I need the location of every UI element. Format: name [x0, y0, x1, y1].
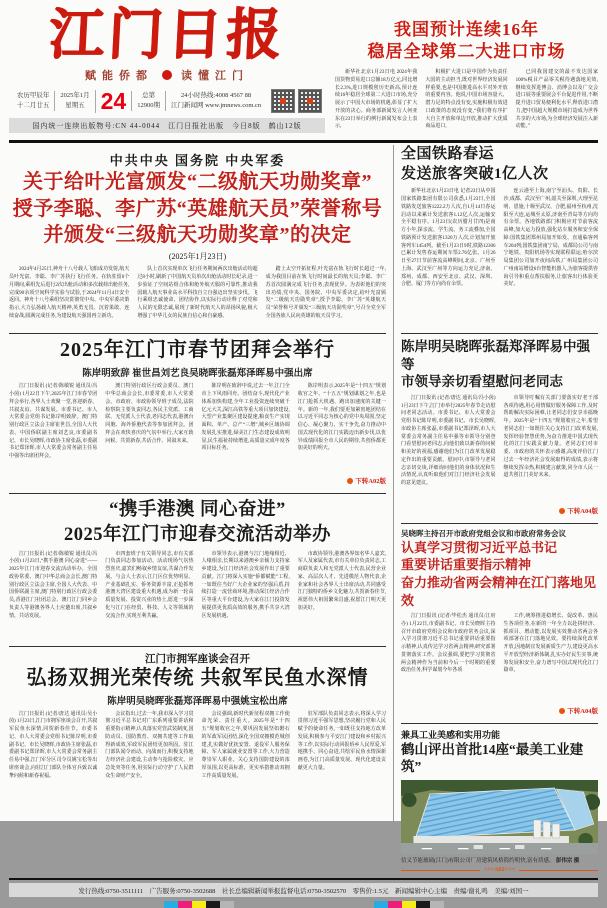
military-article — [9, 651, 386, 807]
hkmacao-headline-line1: “携手港澳 同心奋进” — [109, 500, 286, 521]
footer-divider — [9, 878, 598, 880]
lunar-date: 农历甲辰年 十二月廿五 — [16, 92, 50, 110]
day-number: 24 — [95, 90, 132, 113]
reunion-headline: 2025年江门市春节团拜会举行 — [60, 339, 335, 362]
hkmacao-body — [9, 551, 386, 641]
heshan-kicker: 兼具工业美感和实用功能 — [401, 730, 501, 741]
military-body — [9, 711, 386, 807]
body-column: 陈岸明在致辞中说,过去一年,江门全市上下风雨同舟、团结奋斗,现代化产业体系加快构建,全年工业投资连续突破千亿元大关,深江高铁等重大项目加快建设,大型产业集聚区建设提速,粮食生产实现面积、单产、总产“三增”,城乡区域协调发展扎实推进,绿美江门生态建设成效明显,民生福祉持续增进,高质量完成年度各项目标任务。 — [201, 384, 290, 452]
jump-circle-icon — [559, 708, 565, 714]
heshan-article — [401, 728, 598, 873]
import-body — [335, 69, 598, 129]
lead-headline-line3: 并颁发“三级航天功勋奖章”的决定 — [43, 224, 352, 247]
railway-headline-line1: 全国铁路春运 — [401, 146, 495, 163]
heshan-jump-line — [401, 867, 598, 873]
qr-code-icon — [271, 89, 295, 113]
body-column: 驻军部队负责同志表示,将深入学习贯彻习近平强军思想,坚决履行党和人民赋予的使命任务,一如既往支持地方改革发展,积极参与平安江门建设和乡村振兴等工作,以实际行动回报侨乡人民厚爱,军地携手、同心奋进,共绘军民鱼水情深新画卷,为江门高质量发展、现代化建设贡献更大力量。 — [297, 711, 386, 771]
masthead-divider — [9, 140, 598, 143]
body-column: 江门日报讯 (记者/陈敏锐 通讯员/冯小茵) 1月23日,“携手港澳 同心奋进”——2025年江门市迎春交流活动举办。全国政协常委、澳门中华总商会会长,澳门特别行政区立法会主席,全国人大代表、中国侨联副主席,澳门特别行政区行政会委员,香港江门社团总会、澳门江门同乡会负责人等港澳各界人士应邀出席,共叙乡情、共话发展。 — [9, 551, 98, 619]
paper-title: 江门日报 — [47, 4, 287, 65]
body-column: 工作,统筹推进稳增长、促改革、惠民生各项任务,在新的一年全力以赴拼经济、抓项目、增动能,以发展实效推动省两会各项部署在江门落地见效。要持续深化改革开放,因地制宜发展新质生产力,建设更高水平开放型经济新体制,扎实办好民生实事,统筹发展和安全,奋力谱写中国式现代化江门篇章。 — [503, 614, 598, 674]
hk-macao-article — [9, 498, 386, 640]
gov-meeting-article — [401, 528, 598, 718]
article-divider — [401, 333, 598, 334]
body-column: 市领导表示,港澳与江门地缘相近、人缘相亲,长期以来港澳乡亲倾力支持家乡建设,为江门经济社会发展作出了重要贡献。江门将深入实施“侨都赋能”工程,一如既往当好广大企业家的坚强后盾,持续打造一流营商环境,推动深江经济合作区等重大平台建设,为大家在江门投资发展提供更优质高效的服务,携手共享大湾区发展机遇。 — [201, 551, 290, 619]
lead-body — [9, 266, 386, 328]
railway-headline-line2: 发送旅客突破1亿人次 — [401, 165, 549, 182]
lead-kicker: 中共中央 国务院 中央军委 — [109, 153, 286, 169]
body-column: 澳门特别行政区行政会委员、澳门中华总商会会长,市委常委,市人大常委会、市政府、市政协领导班子成员,法院检察院主要负责同志,各民主党派、工商联、无党派人士代表,老同志代表,港澳台同胞、海外侨胞代表等参加团拜会。团拜会在欢快喜庆的气氛中举行,大家互致问候、共贺新春,共话合作、同叙未来。 — [105, 384, 194, 444]
article-divider — [401, 723, 598, 724]
print-registration-bars — [9, 901, 598, 908]
reunion-article — [9, 338, 386, 488]
gregorian-date: 2025年1月 星期五 — [54, 91, 94, 111]
body-column: 市政协领导,港澳各界知名华人嘉宾,军人及家属代表,市有关单位负责同志,工商联负责人和无党派人士代表,民营企业家、高层次人才、先进模范人物代表,企业家和社会各界人士出席活动,共同感受江门独特的侨乡文化魅力,共贺新春佳节,祝愿伟大祖国繁荣昌盛,祝愿江门明天更加美好。 — [297, 551, 386, 611]
hotline-website: 24小时热线:4008 4567 88 江门新闻网 www.jmnews.com.cn — [165, 91, 266, 111]
veterans-headline-line2: 市领导亲切看望慰问老同志 — [401, 374, 563, 390]
gov-headline-line2: 重要讲话重要指示精神 — [401, 557, 532, 573]
jump-circle-icon — [347, 478, 353, 484]
jump-to-page: 下转A02版 — [347, 478, 386, 485]
main-content — [9, 145, 598, 873]
military-headline: 弘扬双拥光荣传统 共叙军民鱼水深情 — [26, 666, 369, 689]
motto-right: 读懂江门 — [181, 70, 249, 83]
motto-seal-icon — [162, 70, 172, 80]
article-divider — [9, 646, 386, 647]
jump-line — [401, 500, 598, 518]
body-column: 市四套班子有关领导同志,市有关部门负责同志参加活动。活动现场气氛热烈喜庆,嘉宾们畅叙乡情友谊,共谋合作发展。与会人士表示,江门区位优势明显、产业基础扎实、侨务资源丰富,正抢抓粤港澳大湾区建设重大机遇,成为新一轮高质量发展、投资兴业的热土,愿进一步深化与江门在经贸、科技、人文等领域的交流合作,实现互利共赢。 — [105, 551, 194, 619]
date-info-bar — [9, 89, 325, 113]
body-column: 陈岸明表示,2025年是“十四五”规划收官之年、“十五五”规划谋划之年,也是江门抢抓大机遇、跑出加速度的关键一年。新的一年,我们要更加紧密地团结在以习近平同志为核心的党中央周围,坚定信心、凝心聚力、实干争先,奋力推动中国式现代化的江门实践迈出新步伐,以优异成绩回报全市人民的期待,共创侨都更加美好的明天。 — [297, 384, 386, 452]
body-column: 会议强调,新时代新征程双拥工作使命光荣、责任重大。2025年是“十四五”规划收官之年,要巩固发展坚如磐石的军政军民团结,深化全国双拥模范城创建,扎实做好优抚安置、退役军人服务保障、军人家属就业安置等工作,大力营造尊崇军人职业、关心支持国防建设的浓厚氛围,以更高标准、更实举措推动双拥工作高质量发展。 — [201, 711, 290, 779]
import-market-article — [325, 6, 598, 133]
veterans-body — [401, 395, 598, 499]
gov-meeting-kicker: 吴晓晖主持召开市政府党组会议和市政府常务会议 — [401, 528, 566, 538]
body-column: 队上首次实现单次飞行任务期间两次出舱活动均超过8小时,刷新了中国航天员单次出舱活动时长纪录,进一步验证了空间站组合体和舱外航天服的可靠性,推动我国载人航天事业高水平科技自立自强迈出坚实步伐。飞行乘组忠诚使命、团结协作,以实际行动诠释了对党和人民的无限忠诚,展现了新时代航天人的昂扬风貌,极大增强了中华儿女的民族自信心和自豪感。 — [137, 267, 258, 319]
jump-circle-icon — [559, 508, 565, 514]
railway-article — [401, 145, 598, 328]
body-column: 新华社北京1月23日电 2024年我国货物贸易进口总额18万亿元,同比增长2.3%,进口规模创历史新高,预计连续16年稳居全球第二大进口市场,充分展示了中国大市场的机遇,彰显了扩大开放的决心。商务部新闻发言人何亚东在23日举行的例行新闻发布会上表示, — [335, 70, 418, 130]
heshan-headline: 鹤山评出首批14座“最美工业建筑” — [401, 742, 584, 774]
gov-headline-line1: 认真学习贯彻习近平总书记 — [401, 539, 558, 555]
body-column: 江门日报讯 (记者/唐达 通讯员/吴小茵) 1月23日,江门市拥军座谈会召开,共叙军民鱼水深情,同贺新春佳节。市委书记、市人大常委会党组书记陈岸明,市委副书记、市长吴晓晖,市政协主席张磊,市委副书记郑泽晖,市人大常委会常务副主任易中强,江门军分区司令员姚宝松等出席座谈会,向驻江门部队全体官兵致以诚挚问候和新春祝福。 — [9, 711, 98, 779]
article-divider — [9, 333, 386, 334]
lead-dateline: (2025年1月23日) — [168, 252, 227, 262]
gov-meeting-body — [401, 613, 598, 699]
body-column: 新华社北京1月23日电 记者23日从中国国家铁路集团有限公司获悉,1月23日,全国铁路发送旅客1222.2万人次,自1月14日春运启动以来累计发送旅客1.12亿人次,运输安全平稳有序。1月23日(农历腊月廿四)是南方小年,探亲流、学生流、务工流叠加,全国铁路预计发送旅客1320万人次,计划加开旅客列车1454列。截至1月23日9时,铁路12306已累计发售春运期间车票2.76亿张。1月26日至27日节前客流高峰期间,北京、广州至上海、武汉至广州等方向运力充足,济南、郑州、成都、西安至北京、武汉、深圳、合肥、厦门等方向尚有余票。 — [401, 189, 496, 288]
jump-line — [9, 470, 386, 488]
jump-to-page: 下转A04版 — [559, 708, 598, 715]
body-column: 积极扩大进口是中国作为负责任大国的主动担当,既对世界经济发展同样重要,也是中国推进高水平对外开放的重要内容。他说,中国市场容量大、潜力足的特点没有变,实施积极有效进口政策的态度没有变,“我们将有序扩大自主开放和单边开放,推动扩大优质商品进口, — [425, 70, 508, 130]
qr-code-icon — [298, 89, 322, 113]
body-column: 江门日报讯 (记者/陈敏锐 通讯员/冯小茵) 1月22日下午,2025年江门市春节团拜会举行,各界人士欢聚一堂,喜迎新春、共叙友谊、共谋发展。市委书记、市人大常委会党组书记陈岸明致辞。澳门特别行政区立法会主席崔世昌,全国人大代表、中国侨联副主席刘艺良,市委副书记、市长吴晓晖,市政协主席张磊,市委副书记郑泽晖,市人大常委会常务副主任易中强等出席团拜会。 — [9, 384, 98, 460]
right-column — [393, 145, 598, 873]
lead-headline-line2: 授予李聪、李广苏“英雄航天员”荣誉称号 — [12, 197, 383, 220]
paper-motto — [9, 67, 325, 83]
jump-to-page: >>>A02<<< — [484, 867, 515, 874]
reunion-body — [9, 383, 386, 469]
body-column: 市领导叮嘱有关部门要落实好老干部各项待遇,用心用情做好服务保障工作,及时帮助解决实际困难,让老同志们安享幸福晚年。2025年是“十四五”规划收官之年,希望老同志们一如既往关心支持江门改革发展,发挥经验智慧优势,为奋力推进中国式现代化的江门实践贡献力量。老同志们对市委、市政府的关怀表示感谢,高度评价江门过去一年经济社会发展取得的成绩,表示将继续发挥余热,积极建言献策,同全市人民一道共创江门美好未来。 — [503, 395, 598, 479]
publication-number-bar: 国内统一连续出版物号:CN 44-0044 江门日报社出版 今日8版 鹤山12版 — [9, 118, 325, 133]
article-divider — [401, 523, 598, 524]
veterans-article — [401, 338, 598, 518]
lead-headline-line1: 关于给叶光富颁发“二级航天功勋奖章” — [23, 171, 372, 194]
cmyk-bar-icon — [374, 901, 444, 908]
body-column: 江门日报讯 (记者/毕松杰 通讯员/江府办) 1月22日,市委副书记、市长吴晓晖主持召开市政府党组会议和市政府常务会议,深入学习贯彻习近平总书记重要讲话重要指示精神,认真传达学习省两会精神,研究部署贯彻落实工作。会议强调,要把学习贯彻省两会精神作为当前和今后一个时期的重要政治任务,科学谋划今年各项 — [401, 614, 496, 674]
import-headline-line2: 稳居全球第二大进口市场 — [367, 42, 566, 62]
factory-aerial-photo — [401, 780, 598, 854]
import-headline-line1: 我国预计连续16年 — [394, 20, 539, 39]
reunion-subheadline: 陈岸明致辞 崔世昌刘艺良吴晓晖张磊郑泽晖易中强出席 — [82, 369, 313, 380]
body-column: 踏上太空开拓征程,叶光富在轨飞行时长超过一年,成为我国目前在轨飞行时间最长的航天员;李聪、李广苏首次圆满完成飞行任务,表现优异。为表彰他们的突出功绩,党中央、国务院、中央军委决定,给叶光富颁发“二级航天功勋奖章”,授予李聪、李广苏“英雄航天员”荣誉称号并颁发“三级航天功勋奖章”,号召全党全军全国各族人民向英雄的航天员学习。 — [265, 267, 386, 319]
body-column: 已同我国建交的最不发达国家100%税目产品零关税待遇落地见效,继续发挥进博会、消博会以及广交会进口展等重要展会平台促进作用,不断提升进口贸易便利化水平,释放进口潜力,把中国超大规模市场打造成为世界共享的大市场,为全球经济发展注入新动能。” — [515, 70, 598, 130]
article-divider — [9, 493, 386, 494]
hkmacao-headline-line2: 2025年江门市迎春交流活动举办 — [63, 524, 331, 545]
jump-line — [401, 700, 598, 718]
motto-left: 赋能侨都 — [85, 70, 153, 83]
issue-number: 总第 12900期 — [131, 91, 165, 111]
body-column: 连云港至上海,南宁至汕头、贵阳、长沙,成都、武汉至广州,韶关至深圳,大理至昆明、恩施,十堰至武汉、合肥,福州至杭州,沈阳至大连,运城至太原,济南至青岛等方向均有余票。各地铁路部门积极应对节前客流高峰,加大运力投放,强化站车服务和安全保障:国铁集团郑州局加开始发、直通临客列车204列;国铁集团南宁局、成都局公司与南宁地铁、贵阳机场等实现联程联运;哈尔滨局集团公司加开夜间高铁,广州局集团公司广州南站增设6台智能机器人,为旅客提供咨询引导和重点帮扶服务,让旅客出行体验更美好。 — [503, 189, 598, 288]
body-column: 会议指出,过去一年,我市深入学习贯彻习近平总书记对广东系列重要讲话和重要指示精神,认真落实党管武装制度,国防动员、国防教育、双拥共建等工作取得新成效,军政军民团结更加巩固。驻江门部队闻令而动、向战而行,积极支持地方经济社会建设,主动参与抢险救灾、应急处突等任务,用实际行动守护了人民群众生命财产安全。 — [105, 711, 194, 779]
masthead — [9, 6, 598, 133]
qr-codes — [266, 89, 322, 113]
footer-info-bar: 发行热线:0750-3511111 广告服务:0750-3502688 社长总编辑新闻举报监督电话:0750-3502570 零售价:1.5元 新闻编辑中心主编 责编/谢礼鸣 美编/刘国一 — [9, 883, 598, 897]
body-column: 江门日报讯 (记者/唐达 通讯员/冯小茵) 1月23日下午,江门市举行2025年春节走访慰问老同志活动。市委书记、市人大常委会党组书记陈岸明,市委副书记、市长吴晓晖,市政协主席张磊,市委副书记郑泽晖,市人大常委会常务副主任易中强等市领导分别登门看望慰问老同志,向他们致以新春的问候和美好的祝福,感谢他们为江门改革发展稳定作出的重要贡献。慰问中,市领导与老同志亲切交谈,详细询问他们的身体状况和生活情况,认真听取他们对江门经济社会发展的意见建议。 — [401, 395, 496, 487]
masthead-left — [9, 6, 325, 133]
military-kicker: 江门市拥军座谈会召开 — [145, 653, 250, 665]
veterans-headline-line1: 陈岸明吴晓晖张磊郑泽晖易中强等 — [401, 339, 590, 372]
body-column: 2024年4月25日,神舟十八号载人飞船成功发射,航天员叶光富、李聪、李广苏执行飞行任务。在轨驻留6个月期间,乘组先后进行2次出舱活动和多次载荷出舱任务,完成90余项空间科学实验与试验,于2024年11月4日安全返回。神舟十八号乘组坚决贯彻党中央、中央军委决策指示,大力弘扬载人航天精神,英勇无畏、沉着果敢、连续奋战,圆满完成任务,为建设航天强国再立新功。 — [9, 267, 130, 319]
gov-headline-line3: 奋力推动省两会精神在江门落地见效 — [401, 575, 597, 608]
railway-body — [401, 188, 598, 328]
cmyk-bar-icon — [164, 901, 234, 908]
lead-article — [9, 150, 386, 328]
photo-caption: 信义节能玻璃(江门)有限公司厂房建筑风格简约明快,富有质感。 彭伟宗 摄 — [401, 857, 580, 864]
photo-credit: 彭伟宗 摄 — [555, 857, 580, 864]
jump-to-page: 下转A04版 — [559, 508, 598, 515]
military-subheadline: 陈岸明吴晓晖张磊郑泽晖易中强姚宝松出席 — [107, 696, 288, 707]
left-column — [9, 145, 393, 873]
